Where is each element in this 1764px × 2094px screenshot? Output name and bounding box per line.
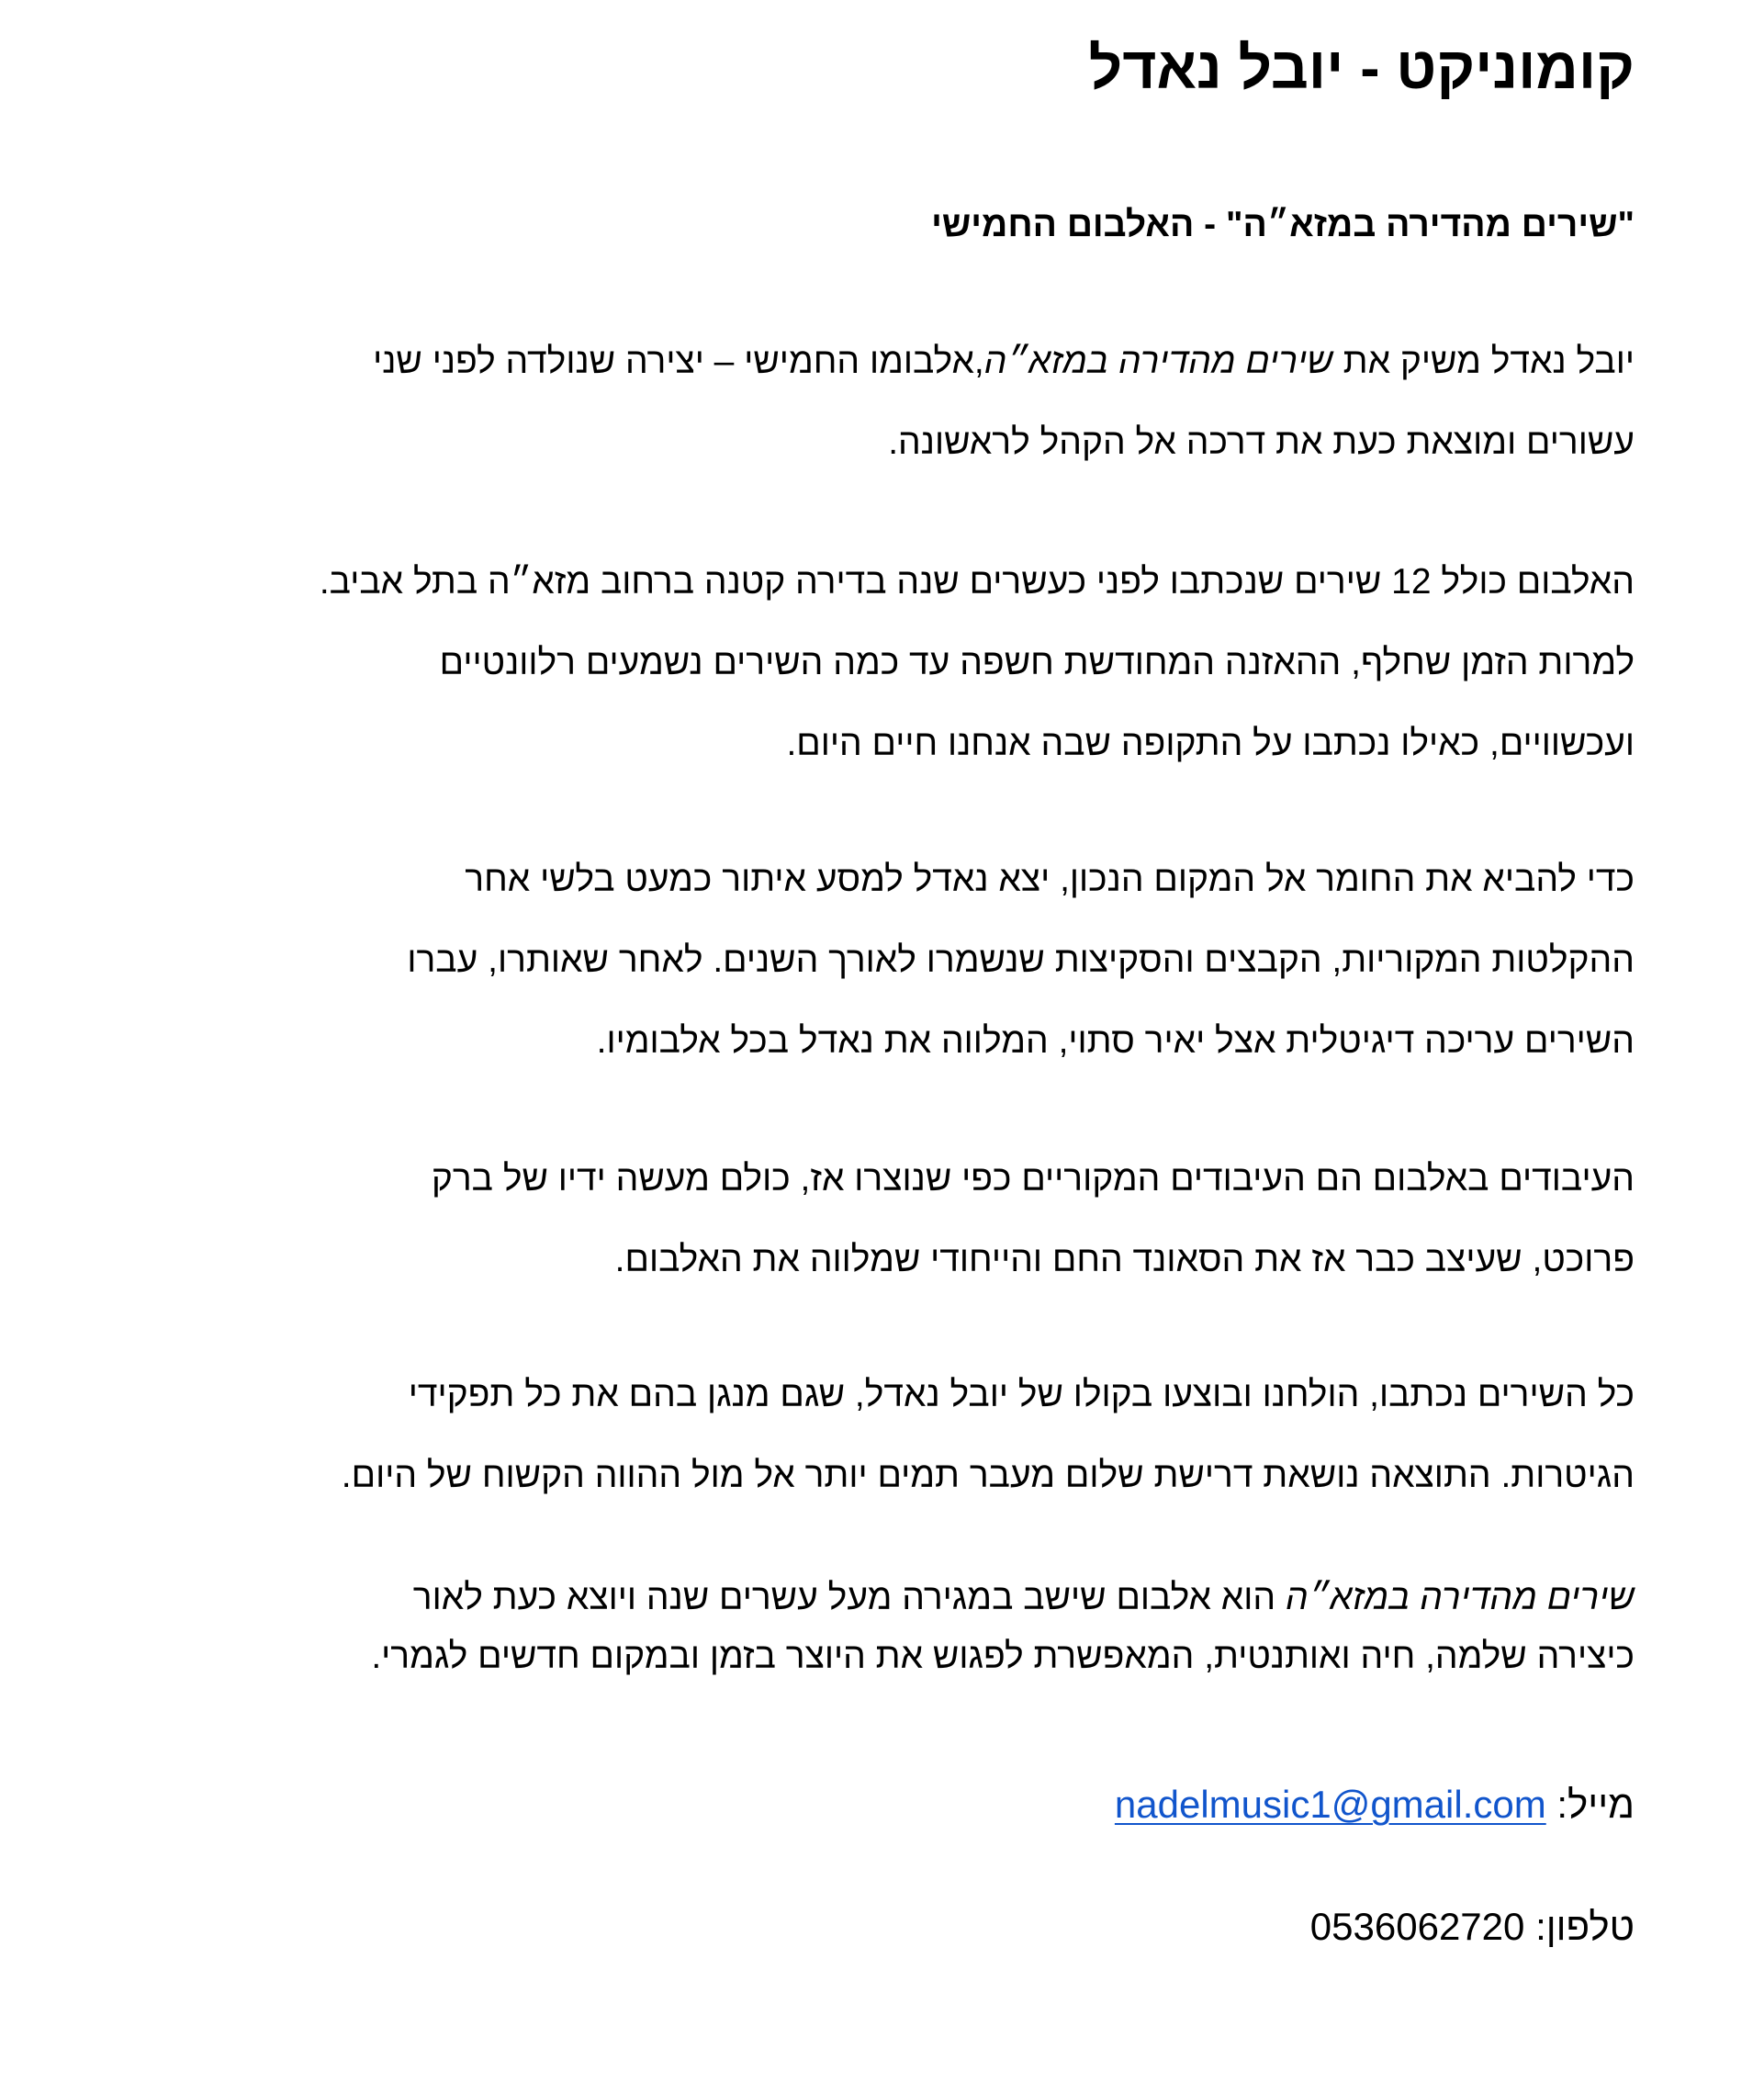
phone-label: טלפון: — [1535, 1905, 1635, 1948]
paragraph-arrangements — [55, 1139, 1635, 1300]
paragraph-line: השירים עריכה דיגיטלית אצל יאיר סתוי, המלווה את נאדל בכל אלבומיו. — [596, 1021, 1635, 1061]
album-name-italic: שירים מהדירה במזא״ה — [1285, 1578, 1635, 1617]
paragraph-line — [55, 1569, 1635, 1627]
text-run: ,אלבומו החמישי – יצירה שנולדה לפני שני — [373, 342, 984, 381]
paragraph-closing — [55, 1569, 1635, 1686]
text-run: יובל נאדל משיק את — [1332, 342, 1635, 381]
paragraph-intro — [55, 321, 1635, 483]
paragraph-line: האלבום כולל 12 שירים שנכתבו לפני כעשרים שנה בדירה קטנה ברחוב מזא״ה בתל אביב. — [319, 562, 1635, 602]
document-title: קומוניקט - יובל נאדל — [1088, 35, 1635, 101]
email-link[interactable]: nadelmusic1@gmail.com — [1114, 1783, 1546, 1826]
paragraph-line: כל השירים נכתבו, הולחנו ובוצעו בקולו של יובל נאדל, שגם מנגן בהם את כל תפקידי — [408, 1375, 1635, 1414]
paragraph-line: עשורים ומוצאת כעת את דרכה אל הקהל לראשונה. — [888, 422, 1635, 462]
paragraph-line: הגיטרות. התוצאה נושאת דרישת שלום מעבר תמים יותר אל מול ההווה הקשוח של היום. — [341, 1456, 1635, 1495]
paragraph-line: ההקלטות המקוריות, הקבצים והסקיצות שנשמרו לאורך השנים. לאחר שאותרו, עברו — [407, 940, 1635, 980]
phone-number: 0536062720 — [1309, 1905, 1525, 1948]
text-run: הוא אלבום שישב במגירה מעל עשרים שנה ויוצא כעת לאור — [412, 1578, 1286, 1617]
album-name-italic: שירים מהדירה במזא״ה — [983, 342, 1333, 381]
paragraph-line: פרוכט, שעיצב כבר אז את הסאונד החם והייחודי שמלווה את האלבום. — [614, 1240, 1635, 1279]
paragraph-line: כדי להביא את החומר אל המקום הנכון, יצא נאדל למסע איתור כמעט בלשי אחר — [465, 860, 1635, 899]
paragraph-line: למרות הזמן שחלף, ההאזנה המחודשת חשפה עד כמה השירים נשמעים רלוונטיים — [439, 643, 1635, 682]
album-subtitle: "שירים מהדירה במזא״ה" - האלבום החמישי — [931, 205, 1635, 244]
paragraph-line: ועכשוויים, כאילו נכתבו על התקופה שבה אנחנו חיים היום. — [786, 724, 1635, 763]
paragraph-line — [55, 321, 1635, 402]
contact-phone — [55, 1899, 1635, 1954]
paragraph-line: העיבודים באלבום הם העיבודים המקוריים כפי שנוצרו אז, כולם מעשה ידיו של ברק — [431, 1159, 1635, 1199]
paragraph-album-songs — [55, 542, 1635, 784]
paragraph-search — [55, 839, 1635, 1082]
contact-email — [55, 1777, 1635, 1832]
paragraph-performance — [55, 1355, 1635, 1516]
paragraph-line: כיצירה שלמה, חיה ואותנטית, המאפשרת לפגוש את היוצר בזמן ובמקום חדשים לגמרי. — [371, 1637, 1635, 1676]
email-label: מייל: — [1556, 1783, 1635, 1826]
